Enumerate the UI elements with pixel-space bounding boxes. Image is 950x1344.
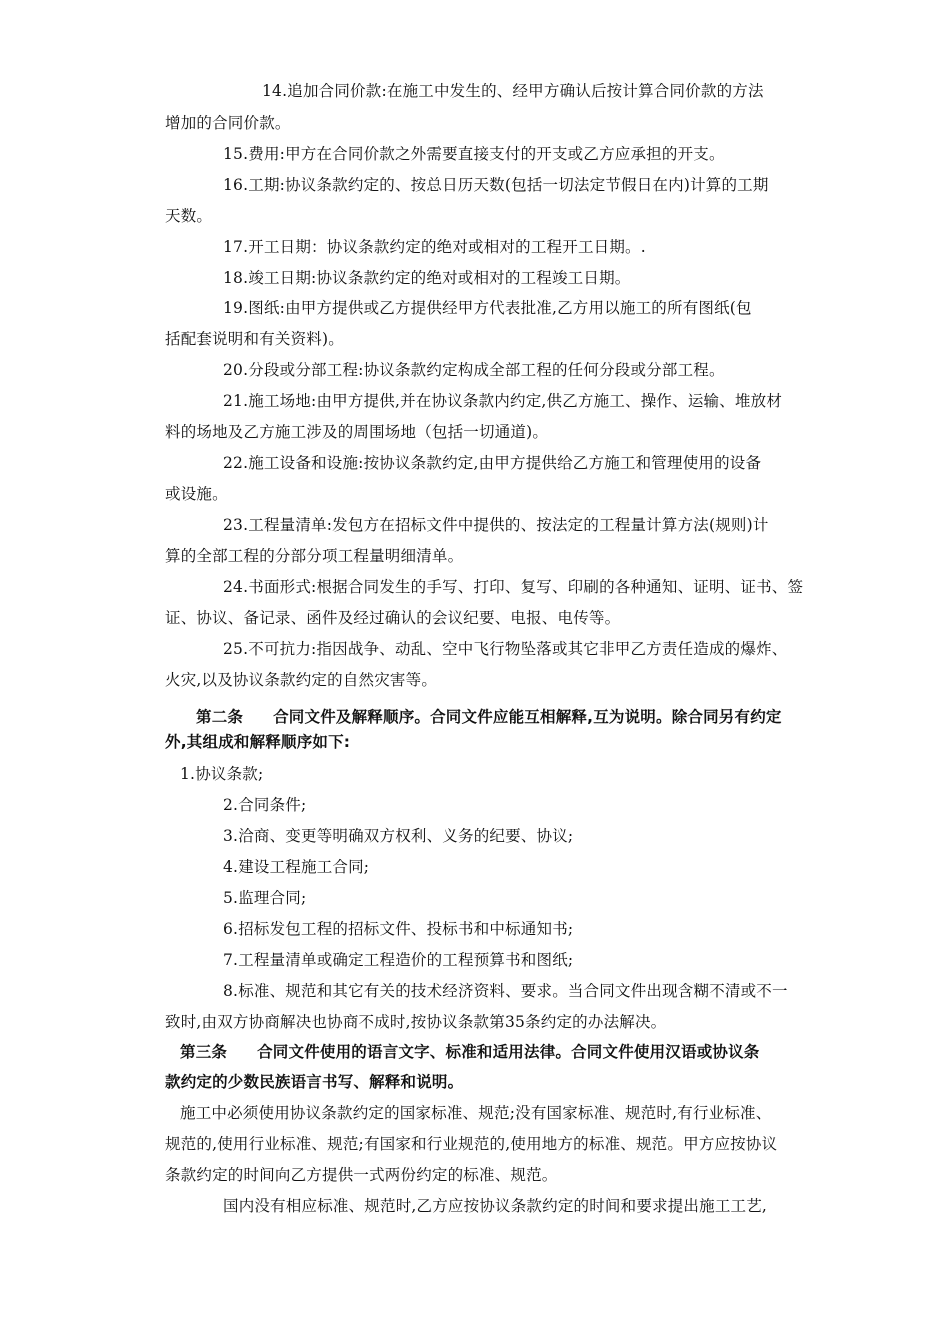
def-22-line1: 22.施工设备和设施:按协议条款约定,由甲方提供给乙方施工和管理使用的设备	[223, 454, 762, 472]
def-23-line1: 23.工程量清单:发包方在招标文件中提供的、按法定的工程量计算方法(规则)计	[223, 516, 769, 534]
def-19-line2: 括配套说明和有关资料)。	[165, 330, 344, 348]
def-24-line1: 24.书面形式:根据合同发生的手写、打印、复写、印刷的各种通知、证明、证书、签	[223, 578, 804, 596]
def-19-line1: 19.图纸:由甲方提供或乙方提供经甲方代表批准,乙方用以施工的所有图纸(包	[223, 299, 752, 317]
article-3-para2-line1: 国内没有相应标准、规范时,乙方应按协议条款约定的时间和要求提出施工工艺,	[223, 1197, 768, 1215]
def-21-line2: 料的场地及乙方施工涉及的周围场地（包括一切通道)。	[165, 423, 549, 441]
article-2-heading-text: 合同文件及解释顺序。合同文件应能互相解释,互为说明。除合同另有约定	[273, 708, 782, 726]
article-2-item-4: 4.建设工程施工合同;	[223, 858, 370, 876]
article-3-heading-text: 合同文件使用的语言文字、标准和适用法律。合同文件使用汉语或协议条	[257, 1043, 760, 1061]
def-25-line1: 25.不可抗力:指因战争、动乱、空中飞行物坠落或其它非甲乙方责任造成的爆炸、	[223, 640, 788, 658]
article-3-heading	[180, 1042, 760, 1062]
def-14-line1: 14.追加合同价款:在施工中发生的、经甲方确认后按计算合同价款的方法	[262, 82, 764, 100]
def-17: 17.开工日期：协议条款约定的绝对或相对的工程开工日期。.	[223, 238, 646, 256]
article-2-item-6: 6.招标发包工程的招标文件、投标书和中标通知书;	[223, 920, 574, 938]
article-2-item-3: 3.洽商、变更等明确双方权利、义务的纪要、协议;	[223, 827, 574, 845]
article-2-heading-line2: 外,其组成和解释顺序如下:	[165, 733, 351, 751]
article-2-item-5: 5.监理合同;	[223, 889, 307, 907]
def-16-line2: 天数。	[165, 207, 213, 225]
article-2-item-1: 1.协议条款;	[180, 765, 264, 783]
article-3-label: 第三条	[180, 1043, 228, 1061]
def-21-line1: 21.施工场地:由甲方提供,并在协议条款内约定,供乙方施工、操作、运输、堆放材	[223, 392, 783, 410]
def-14-line2: 增加的合同价款。	[165, 114, 291, 132]
article-2-label: 第二条	[196, 708, 244, 726]
article-2-item-8-cont: 致时,由双方协商解决也协商不成时,按协议条款第35条约定的办法解决。	[165, 1013, 667, 1031]
def-22-line2: 或设施。	[165, 485, 228, 503]
article-3-para1-line3: 条款约定的时间向乙方提供一式两份约定的标准、规范。	[165, 1166, 558, 1184]
article-3-heading-line2: 款约定的少数民族语言书写、解释和说明。	[165, 1073, 464, 1091]
article-3-para1-line1: 施工中必须使用协议条款约定的国家标准、规范;没有国家标准、规范时,有行业标准、	[180, 1104, 772, 1122]
def-25-line2: 火灾,以及协议条款约定的自然灾害等。	[165, 671, 438, 689]
article-2-item-7: 7.工程量清单或确定工程造价的工程预算书和图纸;	[223, 951, 574, 969]
def-16-line1: 16.工期:协议条款约定的、按总日历天数(包括一切法定节假日在内)计算的工期	[223, 176, 769, 194]
def-20: 20.分段或分部工程:协议条款约定构成全部工程的任何分段或分部工程。	[223, 361, 725, 379]
article-2-heading	[196, 707, 782, 727]
def-15: 15.费用:甲方在合同价款之外需要直接支付的开支或乙方应承担的开支。	[223, 145, 725, 163]
article-3-para1-line2: 规范的,使用行业标准、规范;有国家和行业规范的,使用地方的标准、规范。甲方应按协议	[165, 1135, 778, 1153]
article-2-item-8: 8.标准、规范和其它有关的技术经济资料、要求。当合同文件出现含糊不清或不一	[223, 982, 788, 1000]
def-18: 18.竣工日期:协议条款约定的绝对或相对的工程竣工日期。	[223, 269, 631, 287]
def-24-line2: 证、协议、备记录、函件及经过确认的会议纪要、电报、电传等。	[165, 609, 621, 627]
article-2-item-2: 2.合同条件;	[223, 796, 307, 814]
def-23-line2: 算的全部工程的分部分项工程量明细清单。	[165, 547, 464, 565]
